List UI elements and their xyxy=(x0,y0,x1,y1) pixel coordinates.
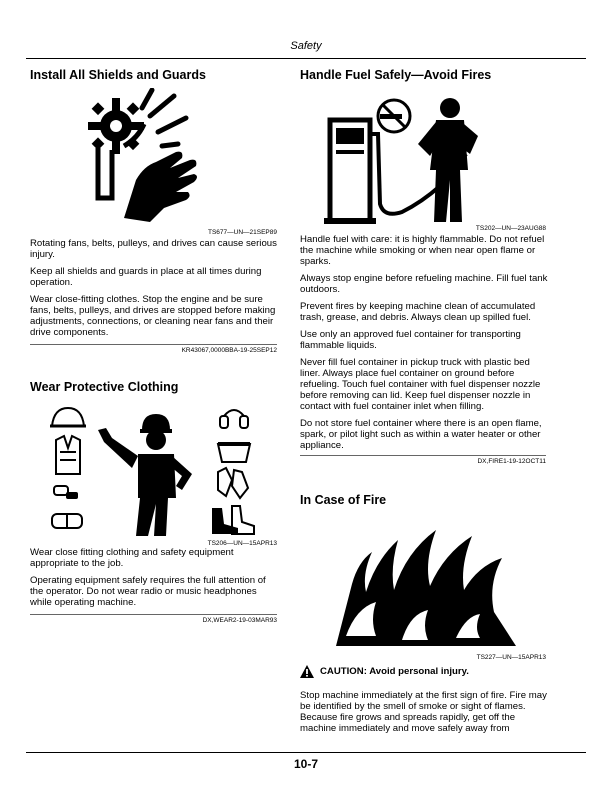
section-rule xyxy=(30,344,277,345)
section-title-fire: In Case of Fire xyxy=(300,493,387,507)
hard-hat-icon xyxy=(50,408,86,426)
section-rule xyxy=(30,614,277,615)
caution-triangle-icon xyxy=(300,665,314,678)
safety-goggles-icon xyxy=(52,514,82,528)
clothing-paragraph: Operating equipment safely requires the full attention of the operator. Do not wear radio or music headphones while operating machine. xyxy=(30,575,266,608)
fuel-paragraph: Always stop engine before refueling machine. Fill fuel tank outdoors. xyxy=(300,273,548,295)
section-title-shields: Install All Shields and Guards xyxy=(30,68,206,82)
reference-code-clothing: DX,WEAR2-19-03MAR93 xyxy=(202,617,277,624)
clothing-paragraph: Wear close fitting clothing and safety equipment appropriate to the job. xyxy=(30,547,234,569)
figure-id-fire: TS227—UN—15APR13 xyxy=(476,654,546,661)
fuel-paragraph: Never fill fuel container in pickup truck with plastic bed liner. Always place fuel container on ground before refueling. Touch fuel container with fuel dispenser nozzle before removing can lid. Keep fuel dispenser nozzle in contact with fuel container inlet when filling. xyxy=(300,357,541,412)
figure-id-clothing: TS206—UN—15APR13 xyxy=(207,540,277,547)
gloves-icon xyxy=(218,468,248,498)
fuel-paragraph: Prevent fires by keeping machine clean of accumulated trash, grease, and debris. Always clean up spilled fuel. xyxy=(300,301,536,323)
header-rule xyxy=(26,58,586,59)
shields-paragraph: Keep all shields and guards in place at all times during operation. xyxy=(30,266,262,288)
shields-paragraph: Rotating fans, belts, pulleys, and drives can cause serious injury. xyxy=(30,238,277,260)
section-title-fuel: Handle Fuel Safely—Avoid Fires xyxy=(300,68,492,82)
worker-figure-icon xyxy=(98,414,192,536)
page-number: 10-7 xyxy=(293,757,319,771)
fuel-paragraph: Do not store fuel container where there is an open flame, spark, or pilot light such as within a water heater or other appliance. xyxy=(300,418,542,451)
fuel-safety-illustration xyxy=(318,94,508,224)
footer-rule xyxy=(26,752,586,753)
reference-code-fuel: DX,FIRE1-19-12OCT11 xyxy=(477,458,546,465)
section-rule xyxy=(300,455,546,456)
shields-paragraph: Wear close-fitting clothes. Stop the engine and be sure fans, belts, pulleys, and drives are stopped before making adjustments, connections, or cleaning near fans and their drive components. xyxy=(30,294,276,338)
reference-code-shields: KR43067,0000BBA-19-25SEP12 xyxy=(181,347,277,354)
shields-warning-illustration xyxy=(78,88,218,228)
face-shield-icon xyxy=(218,444,250,462)
caution-label: CAUTION: Avoid personal injury. xyxy=(320,666,469,677)
safety-boots-icon xyxy=(212,506,254,534)
fuel-paragraph: Handle fuel with care: it is highly flammable. Do not refuel the machine while smoking or when near open flame or sparks. xyxy=(300,234,545,267)
section-title-clothing: Wear Protective Clothing xyxy=(30,380,179,394)
fuel-paragraph: Use only an approved fuel container for transporting flammable liquids. xyxy=(300,329,521,351)
no-smoking-icon xyxy=(378,100,410,132)
protective-clothing-illustration xyxy=(46,400,280,540)
person-refueling-icon xyxy=(418,98,478,222)
earplugs-icon xyxy=(54,486,78,499)
figure-id-fuel: TS202—UN—23AUG88 xyxy=(475,225,546,232)
fire-paragraph: Stop machine immediately at the first sign of fire. Fire may be identified by the smell of smoke or sight of flames. Because fire grows and spreads rapidly, get off the machine immediately and move safely away from xyxy=(300,690,547,734)
earmuffs-icon xyxy=(220,410,248,428)
vest-icon xyxy=(56,436,80,474)
fire-flames-illustration xyxy=(332,518,520,648)
page-header-title: Safety xyxy=(290,40,322,52)
figure-id-shields: TS677—UN—21SEP89 xyxy=(207,229,277,236)
